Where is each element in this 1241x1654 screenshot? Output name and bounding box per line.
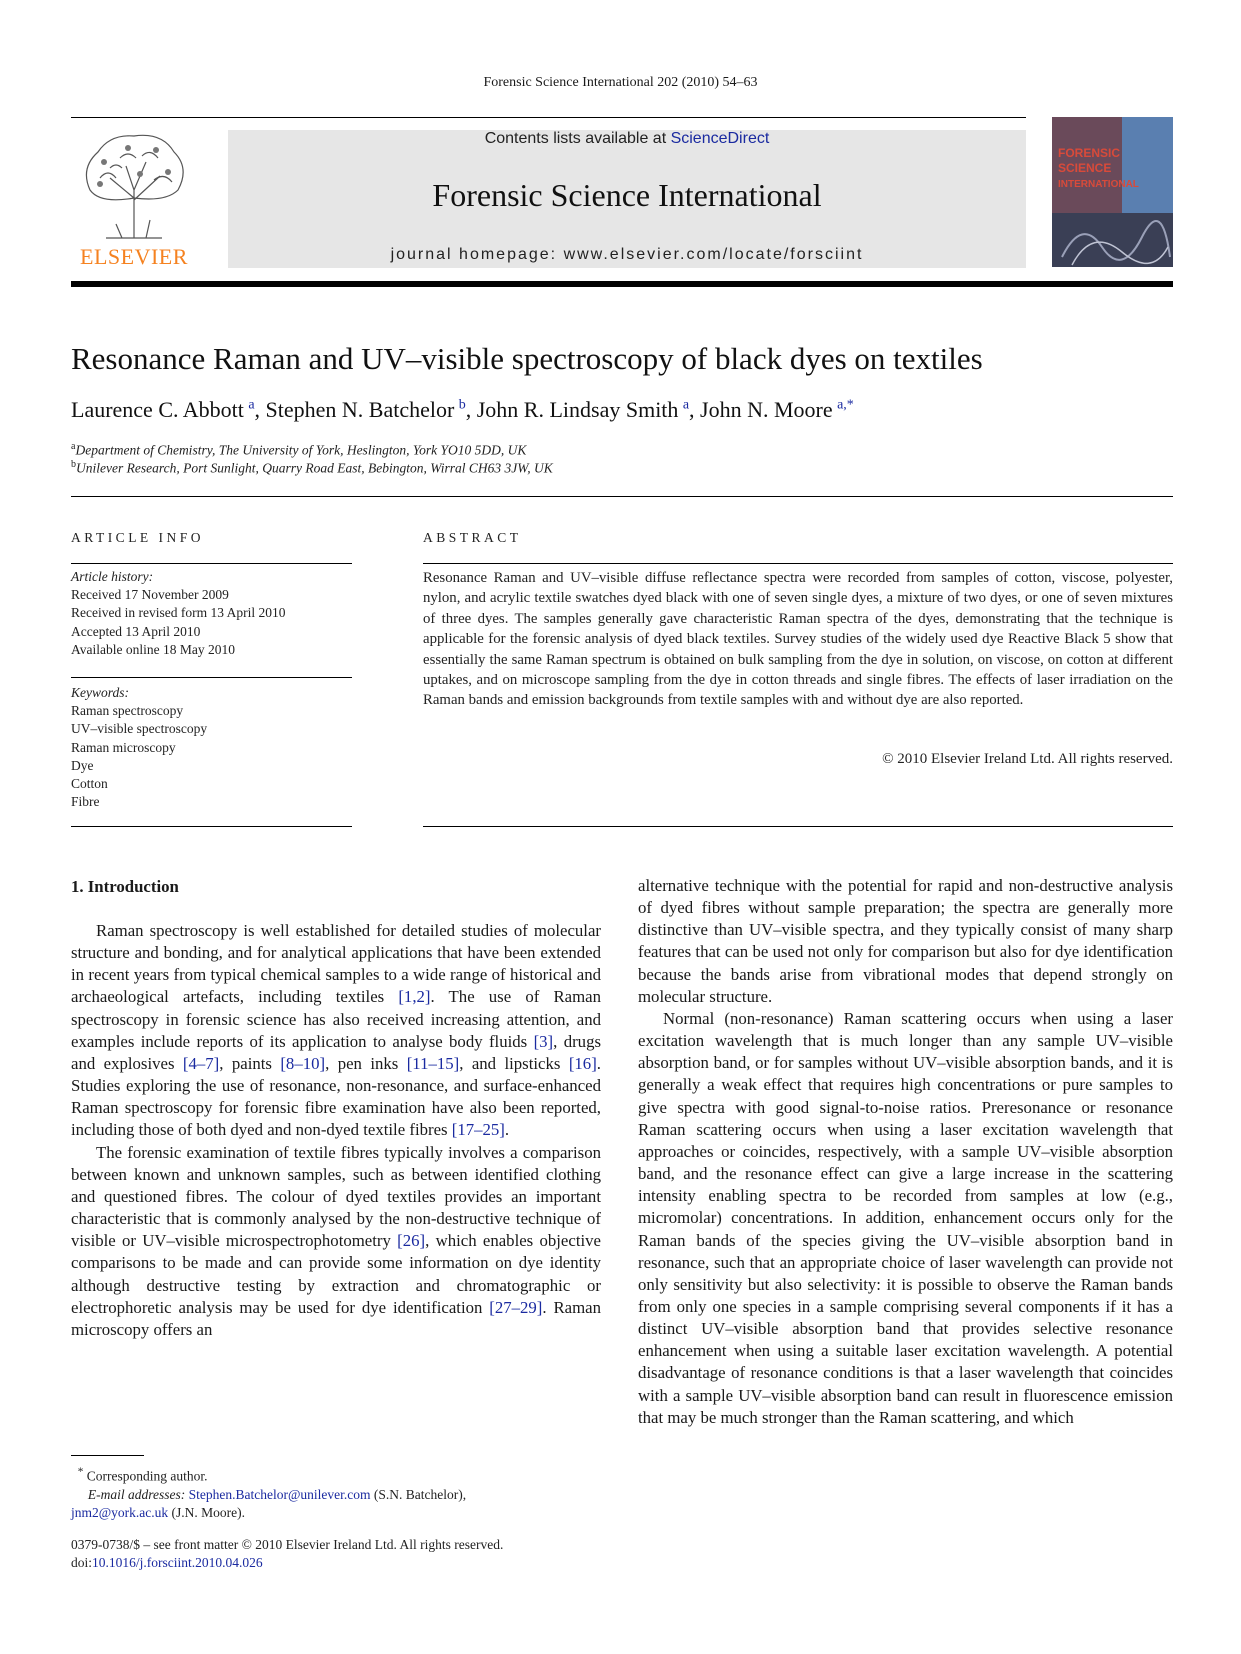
svg-text:SCIENCE: SCIENCE — [1058, 161, 1112, 175]
title-block-rule — [71, 496, 1173, 497]
citation-link[interactable]: [8–10] — [280, 1053, 326, 1073]
journal-cover-image — [1052, 117, 1173, 267]
author-name[interactable]: John N. Moore — [700, 397, 833, 422]
keyword: UV–visible spectroscopy — [71, 721, 208, 737]
text-run: . Raman microscopy offers an — [71, 1297, 601, 1339]
intro-paragraph-2 — [71, 1142, 601, 1341]
contents-line — [228, 130, 1026, 148]
author-list: Laurence C. Abbott $^a$, Stephen N. Batchelor $^b$, John R. Lindsay Smith $^a$, John N. Moore $^{a,*}$ — [71, 397, 854, 422]
text-run: , which enables objective comparisons to be made and can provide some information on dye identity although destructive testing by extraction and chromatographic or electrophoretic analysis may be used for dye identification — [71, 1231, 601, 1317]
email-link[interactable]: Stephen.Batchelor@unilever.com — [188, 1486, 371, 1502]
svg-text:FORENSIC: FORENSIC — [1058, 146, 1121, 160]
history-entry: Received in revised form 13 April 2010 — [71, 605, 286, 621]
journal-banner — [228, 130, 1026, 268]
text-run: The forensic examination of textile fibres typically involves a comparison between known and unknown samples, such as between identified clothing and questioned fibres. The colour of dyed textiles provides an important characteristic that is commonly analysed by the non-destructive technique of visible or UV–visible microspectrophotometry — [71, 1142, 601, 1251]
keyword: Dye — [71, 757, 94, 773]
citation-link[interactable]: [1,2] — [398, 987, 431, 1007]
copyright-notice: © 2010 Elsevier Ireland Ltd. All rights reserved. — [882, 751, 1173, 767]
journal-reference: Forensic Science International 202 (2010) 54–63 — [483, 75, 758, 90]
front-matter — [71, 1536, 611, 1572]
citation-link[interactable]: [26] — [397, 1231, 426, 1251]
keyword: Raman microscopy — [71, 739, 176, 755]
author-affiliation-mark[interactable]: a,* — [837, 397, 854, 413]
issn-line: 0379-0738/$ – see front matter © 2010 Elsevier Ireland Ltd. All rights reserved. — [71, 1537, 504, 1552]
header-thick-rule — [71, 281, 1173, 287]
citation-link[interactable]: [17–25] — [451, 1120, 505, 1140]
abstract-text: Resonance Raman and UV–visible diffuse reflectance spectra were recorded from samples of cotton, viscose, polyester, nylon, and acrylic textile swatches dyed black with one of seven single dyes, a mixture of two dyes, or one of seven mixtures of three dyes. The samples generally gave characteristic Raman spectra of the dyes, demonstrating that the technique is applicable for the forensic analysis of dyed black textiles. Survey studies of the widely used dye Reactive Black 5 show that essentially the same Raman spectrum is obtained on bulk sampling from the dye in solution, on viscose, on cotton at different uptakes, and on microscope sampling from the dye in cotton threads and single fibres. The effects of laser irradiation on the Raman bands and emission backgrounds from textile samples with and without dye are also reported. — [423, 570, 1173, 709]
affiliation-mark: a — [71, 441, 76, 452]
abstract-heading: ABSTRACT — [423, 530, 522, 545]
author-name[interactable]: John R. Lindsay Smith — [476, 397, 679, 422]
history-entry: Received 17 November 2009 — [71, 587, 229, 603]
elsevier-logo[interactable] — [70, 128, 198, 270]
article-info-rule — [71, 563, 352, 564]
abstract-rule — [423, 563, 1173, 564]
keywords-label: Keywords: — [71, 685, 129, 700]
text-run: . Studies exploring the use of resonance, non-resonance, and surface-enhanced Raman spectroscopy for forensic fibre examination have also been reported, including those of both dyed and non-dyed textile fibres — [71, 1053, 601, 1140]
left-column — [71, 920, 601, 1341]
affiliation — [71, 441, 526, 459]
text-run: . The use of Raman spectroscopy in forensic science has also received increasing attention, and examples include reports of its application to analyse body fluids — [71, 987, 601, 1051]
citation-link[interactable]: [16] — [568, 1053, 597, 1073]
intro-paragraph-1 — [71, 920, 601, 1142]
sciencedirect-link[interactable]: ScienceDirect — [670, 130, 770, 147]
article-info-heading: ARTICLE INFO — [71, 530, 205, 545]
citation-link[interactable]: [11–15] — [406, 1053, 460, 1073]
corresponding-author-footnote — [71, 1463, 611, 1522]
affiliation-text: Unilever Research, Port Sunlight, Quarry Road East, Bebington, Wirral CH63 3JW, UK — [76, 460, 553, 476]
author-affiliation-mark[interactable]: b — [458, 397, 466, 413]
cover-art-icon — [1052, 117, 1173, 267]
tree-icon — [70, 128, 198, 240]
svg-text:INTERNATIONAL: INTERNATIONAL — [1058, 179, 1139, 190]
text-run: , drugs and explosives — [71, 1031, 601, 1073]
citation-link[interactable]: [3] — [533, 1031, 554, 1051]
contents-prefix: Contents lists available at — [484, 130, 671, 147]
text-run: , and lipsticks — [459, 1053, 569, 1073]
email-label: E-mail addresses: — [87, 1486, 186, 1502]
footnote-rule — [71, 1455, 144, 1456]
right-column — [638, 875, 1173, 1429]
keyword: Cotton — [71, 776, 108, 792]
keywords-rule — [71, 677, 352, 678]
email-owner: (J.N. Moore). — [168, 1504, 246, 1520]
journal-title: Forensic Science International — [432, 177, 822, 213]
doi-link[interactable]: 10.1016/j.forsciint.2010.04.026 — [92, 1555, 263, 1570]
footnote-label: Corresponding author. — [86, 1468, 208, 1484]
history-entry: Available online 18 May 2010 — [71, 641, 235, 657]
text-run: , paints — [219, 1053, 281, 1073]
history-entry: Accepted 13 April 2010 — [71, 623, 201, 639]
author-name[interactable]: Stephen N. Batchelor — [265, 397, 455, 422]
text-run: . — [504, 1120, 510, 1140]
doi-prefix: doi: — [71, 1555, 93, 1570]
email-link[interactable]: jnm2@york.ac.uk — [71, 1504, 169, 1520]
text-run: Raman spectroscopy is well established for detailed studies of molecular structure and bonding, and for analytical applications that have been extended in recent years from typical chemical samples to a wide range of historical and archaeological artefacts, including textiles — [71, 921, 601, 1007]
footnote-mark: * — [77, 1466, 84, 1478]
keyword: Raman spectroscopy — [71, 703, 184, 719]
article-history-label: Article history: — [71, 569, 154, 584]
citation-link[interactable]: [4–7] — [182, 1053, 220, 1073]
keywords-list — [71, 684, 352, 811]
journal-homepage[interactable]: journal homepage: www.elsevier.com/locate/forsciint — [390, 246, 864, 263]
intro-paragraph-4: Normal (non-resonance) Raman scattering occurs when using a laser excitation wavelength that is much longer than any sample UV–visible absorption band, or for samples without UV–visible absorption bands, and it is generally a weak effect that requires high concentrations or pure samples to give spectra with good signal-to-noise ratios. Preresonance or resonance Raman scattering occurs when using a laser excitation wavelength that approaches or coincides, respectively, with a sample UV–visible absorption band, and the resonance effect can give a large increase in the scattering intensity enabling spectra to be recorded from samples at low (e.g., micromolar) concentrations. In addition, enhancement occurs only for the Raman bands of the species giving the UV–visible absorption band in resonance, such that an appropriate choice of laser wavelength can provide not only sensitivity but also selectivity: it is possible to observe the Raman bands from only one species in a sample comprising several components if it has a distinct UV–visible absorption band that provides selective resonance enhancement when using a suitable laser excitation wavelength. A potential disadvantage of resonance conditions is that a laser wavelength that coincides with a sample UV–visible absorption band can result in fluorescence emission that may be much stronger than the Raman scattering, and which — [638, 1008, 1173, 1427]
affiliation-mark: b — [71, 459, 76, 470]
keyword: Fibre — [71, 794, 100, 810]
text-run: , pen inks — [325, 1053, 407, 1073]
author-affiliation-mark[interactable]: a — [248, 397, 255, 413]
author-name[interactable]: Laurence C. Abbott — [71, 397, 244, 422]
abstract-bottom-rule — [423, 826, 1173, 827]
affiliation-text: Department of Chemistry, The University of York, Heslington, York YO10 5DD, UK — [75, 442, 527, 458]
email-owner: (S.N. Batchelor), — [370, 1486, 467, 1502]
header-rule — [71, 117, 1026, 118]
article-info-bottom-rule — [71, 826, 352, 827]
author-affiliation-mark[interactable]: a — [682, 397, 690, 413]
intro-paragraph-3: alternative technique with the potential for rapid and non-destructive analysis of dyed fibres without sample preparation; the spectra are generally more distinctive than UV–visible spectra, and they typically consist of many sharp features that can be used not only for comparison but also for dye identification because the bands arise from vibrational modes that depend strongly on molecular structure. — [638, 876, 1173, 1006]
article-history — [71, 568, 352, 659]
affiliation — [71, 459, 553, 477]
citation-link[interactable]: [27–29] — [489, 1297, 543, 1317]
section-heading-introduction: 1. Introduction — [71, 877, 179, 896]
elsevier-logo-text: ELSEVIER — [80, 244, 188, 269]
article-title: Resonance Raman and UV–visible spectroscopy of black dyes on textiles — [71, 341, 983, 376]
